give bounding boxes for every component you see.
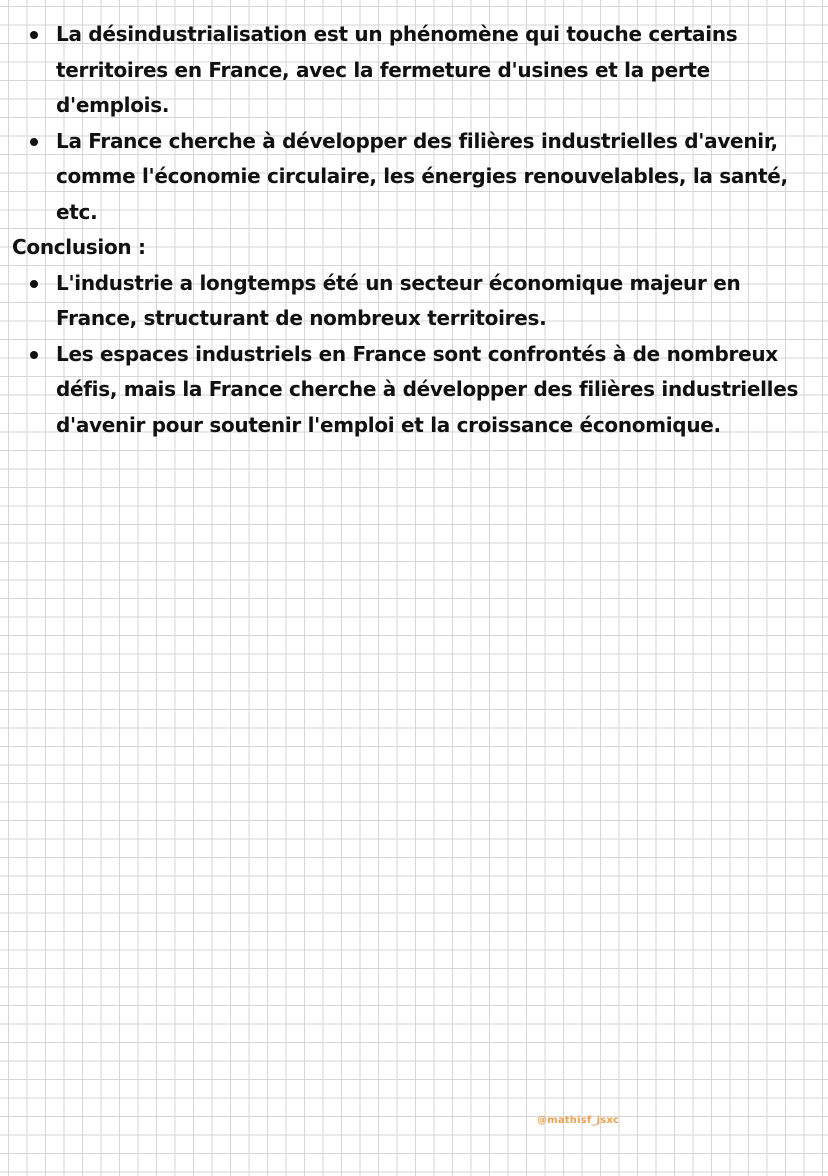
notes-content [12,17,812,443]
bullet-icon [30,351,38,359]
list-item [12,17,812,124]
bullet-text: La France cherche à développer des filières industrielles d'avenir, comme l'économie circulaire, les énergies renouvelables, la santé, etc. [56,128,788,224]
bullet-text: La désindustrialisation est un phénomène qui touche certains territoires en France, avec la fermeture d'usines et la perte d'emplois. [56,22,738,117]
list-item [12,337,812,444]
list-item [12,124,812,231]
bullet-icon [30,31,38,39]
conclusion-heading: Conclusion : [12,235,146,259]
bullet-text: Les espaces industriels en France sont confrontés à de nombreux défis, mais la France cherche à développer des filières industrielles d'avenir pour soutenir l'emploi et la croissance économique. [56,341,799,437]
intro-bullet-list [12,17,812,230]
bullet-icon [30,138,38,146]
author-watermark: @mathisf_jsxc [537,1115,620,1126]
list-item [12,266,812,337]
conclusion-bullet-list [12,266,812,444]
bullet-icon [30,280,38,288]
bullet-text: L'industrie a longtemps été un secteur économique majeur en France, structurant de nombreux territoires. [56,270,741,330]
